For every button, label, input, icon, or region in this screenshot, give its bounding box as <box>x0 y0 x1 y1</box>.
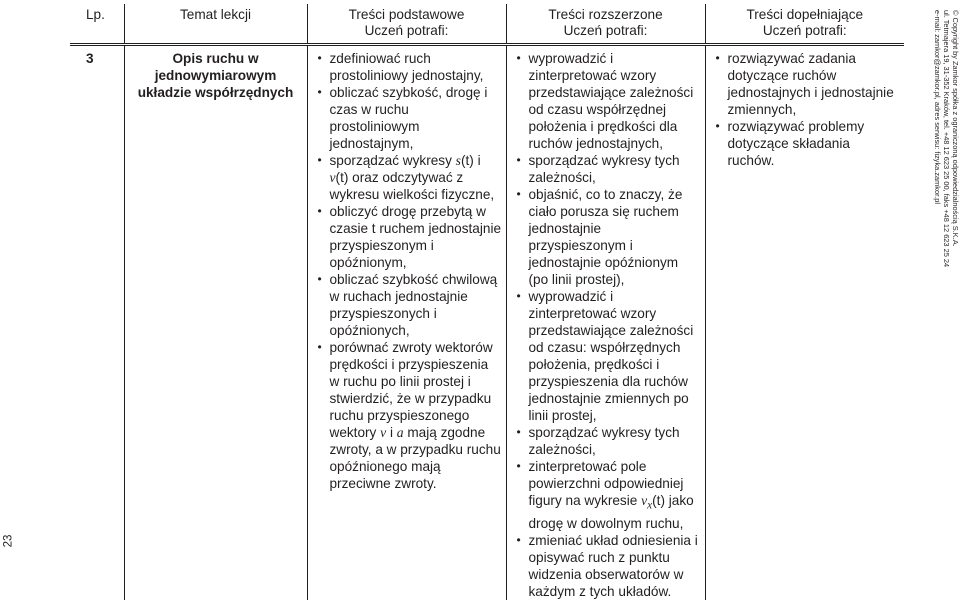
list-item: • obliczyć drogę przebytą w czasie t ruchem jednostajnie przyspieszonym i opóźnionym, <box>330 203 502 271</box>
list-item: • obliczać szybkość chwilową w ruchach jednostajnie przyspieszonych i opóźnionych, <box>330 271 502 339</box>
list-item: • porównać zwroty wektorów prędkości i przyspieszenia w ruchu po linii prostej i stwierdzić, że w przypadku ruchu przyspieszonego wektory v i a mają zgodne zwroty, a w przypadku ruchu opóźnionego mają przeciwne zwroty. <box>330 339 502 492</box>
row-lp: 3 <box>70 45 124 600</box>
row-topic <box>124 45 307 600</box>
header-basic: Treści podstawowe Uczeń potrafi: <box>307 4 506 45</box>
topic-title: Opis ruchu w jednowymiarowym układzie współrzędnych <box>137 51 294 100</box>
list-item: • sporządzać wykresy tych zależności, <box>529 424 701 458</box>
syllabus-table <box>70 4 904 600</box>
list-item: • objaśnić, co to znaczy, że ciało porusza się ruchem jednostajnie przyspieszonym i jednostajnie opóźnionym (po linii prostej), <box>529 186 701 288</box>
table-header <box>70 4 904 45</box>
page-number: 23 <box>2 534 15 548</box>
basic-content-cell <box>307 45 506 600</box>
list-item: • rozwiązywać zadania dotyczące ruchów jednostajnych i jednostajnie zmiennych, <box>728 50 901 118</box>
table-row <box>70 45 904 600</box>
extended-content-list <box>511 50 701 600</box>
list-item: • zinterpretować pole powierzchni odpowiedniej figury na wykresie $v_x(t)$ jako drogę w dowolnym ruchu, <box>529 458 701 532</box>
list-item: • obliczać szybkość, drogę i czas w ruchu prostoliniowym jednostajnym, <box>330 84 502 152</box>
header-row <box>70 4 904 45</box>
header-topic: Temat lekcji <box>124 4 307 45</box>
copyright-footer <box>933 10 960 470</box>
list-item: • sporządzać wykresy tych zależności, <box>529 152 701 186</box>
list-item: • zdefiniować ruch prostoliniowy jednostajny, <box>330 50 502 84</box>
list-item: • zmieniać układ odniesienia i opisywać ruch z punktu widzenia obserwatorów w każdym z tych układów. <box>529 532 701 600</box>
list-item: • wyprowadzić i zinterpretować wzory przedstawiające zależności od czasu: współrzędnych położenia, prędkości i przyspieszenia dla ruchów jednostajnie zmiennych po linii prostej, <box>529 288 701 424</box>
vector-a: a <box>396 425 404 440</box>
header-lp: Lp. <box>70 4 124 45</box>
list-item: • sporządzać wykresy s(t) i v(t) oraz odczytywać z wykresu wielkości fizyczne, <box>330 152 502 203</box>
copyright-line: © Copyright by Zamkor spółka z ograniczoną odpowiedzialnością S.K.A. <box>951 10 960 247</box>
list-item: • wyprowadzić i zinterpretować wzory przedstawiające zależności od czasu współrzędnej położenia i prędkości dla ruchów jednostajnych, <box>529 50 701 152</box>
contact-line: e-mail: zamkor@zamkor.pl, adres serwisu: fizyka.zamkor.pl <box>933 10 942 204</box>
vector-v: v <box>380 425 387 440</box>
header-complementary: Treści dopełniające Uczeń potrafi: <box>705 4 904 45</box>
header-extended: Treści rozszerzone Uczeń potrafi: <box>506 4 705 45</box>
extended-content-cell <box>506 45 705 600</box>
complementary-content-list <box>710 50 901 169</box>
list-item: • rozwiązywać problemy dotyczące składania ruchów. <box>728 118 901 169</box>
table-body <box>70 45 904 600</box>
complementary-content-cell <box>705 45 904 600</box>
address-line: ul. Tetmajera 19, 31-352 Kraków, tel. +48 12 623 25 00, faks +48 12 623 25 24 <box>942 10 951 268</box>
basic-content-list <box>312 50 502 492</box>
